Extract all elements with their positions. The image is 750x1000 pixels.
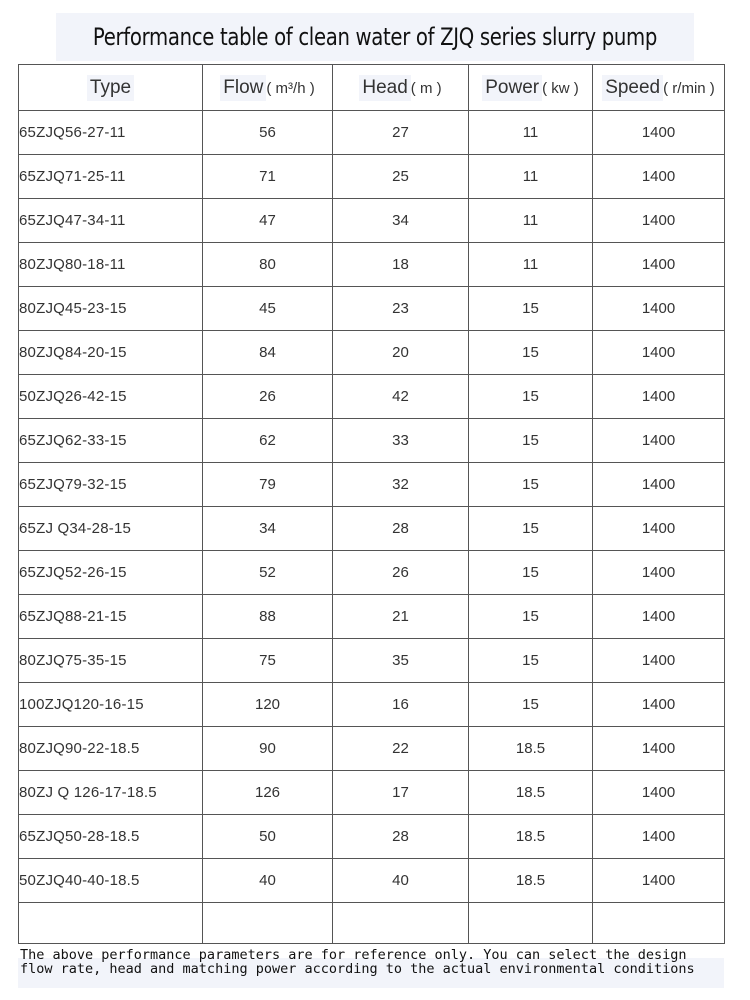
head-cell: 18: [333, 243, 469, 287]
table-row: [19, 639, 725, 683]
table-row: [19, 507, 725, 551]
empty-cell: [203, 903, 333, 944]
power-cell: 18.5: [469, 727, 593, 771]
power-cell: 15: [469, 375, 593, 419]
power-cell: 18.5: [469, 859, 593, 903]
empty-cell: [593, 903, 725, 944]
header-power: [469, 65, 593, 111]
speed-cell: 1400: [593, 595, 725, 639]
empty-cell: [469, 903, 593, 944]
type-cell: 80ZJQ75-35-15: [19, 639, 203, 683]
type-cell: 65ZJQ56-27-11: [19, 111, 203, 155]
head-cell: 32: [333, 463, 469, 507]
header-flow-label: Flow: [220, 75, 266, 101]
head-cell: 23: [333, 287, 469, 331]
flow-cell: 56: [203, 111, 333, 155]
type-cell: 65ZJQ62-33-15: [19, 419, 203, 463]
head-cell: 28: [333, 815, 469, 859]
speed-cell: 1400: [593, 551, 725, 595]
flow-cell: 126: [203, 771, 333, 815]
empty-table-row: [19, 903, 725, 944]
table-row: [19, 463, 725, 507]
flow-cell: 26: [203, 375, 333, 419]
head-cell: 27: [333, 111, 469, 155]
power-cell: 18.5: [469, 815, 593, 859]
type-cell: 80ZJQ80-18-11: [19, 243, 203, 287]
flow-cell: 75: [203, 639, 333, 683]
header-flow: [203, 65, 333, 111]
header-power-label: Power: [482, 75, 542, 101]
power-cell: 15: [469, 595, 593, 639]
table-row: [19, 859, 725, 903]
head-cell: 33: [333, 419, 469, 463]
header-speed: [593, 65, 725, 111]
power-cell: 11: [469, 155, 593, 199]
page-title: Performance table of clean water of ZJQ series slurry pump: [92, 23, 658, 51]
head-cell: 21: [333, 595, 469, 639]
head-cell: 16: [333, 683, 469, 727]
speed-cell: 1400: [593, 727, 725, 771]
footnote: The above performance parameters are for reference only. You can select the design flow rate, head and matching power according to the actual environmental conditions: [20, 947, 695, 977]
power-cell: 11: [469, 199, 593, 243]
speed-cell: 1400: [593, 243, 725, 287]
speed-cell: 1400: [593, 639, 725, 683]
power-cell: 15: [469, 463, 593, 507]
header-head-label: Head: [359, 75, 410, 101]
type-cell: 65ZJQ79-32-15: [19, 463, 203, 507]
table-row: [19, 243, 725, 287]
speed-cell: 1400: [593, 771, 725, 815]
empty-cell: [19, 903, 203, 944]
type-cell: 80ZJQ45-23-15: [19, 287, 203, 331]
flow-cell: 71: [203, 155, 333, 199]
type-cell: 80ZJQ90-22-18.5: [19, 727, 203, 771]
power-cell: 18.5: [469, 771, 593, 815]
speed-cell: 1400: [593, 331, 725, 375]
head-cell: 22: [333, 727, 469, 771]
table-row: [19, 727, 725, 771]
speed-cell: 1400: [593, 375, 725, 419]
type-cell: 100ZJQ120-16-15: [19, 683, 203, 727]
header-speed-label: Speed: [602, 75, 663, 101]
table-row: [19, 771, 725, 815]
table-row: [19, 287, 725, 331]
type-cell: 65ZJQ71-25-11: [19, 155, 203, 199]
flow-cell: 90: [203, 727, 333, 771]
type-cell: 80ZJ Q 126-17-18.5: [19, 771, 203, 815]
header-flow-unit: ( m³/h ): [266, 79, 315, 97]
flow-cell: 47: [203, 199, 333, 243]
type-cell: 50ZJQ40-40-18.5: [19, 859, 203, 903]
head-cell: 17: [333, 771, 469, 815]
table-row: [19, 595, 725, 639]
header-type-label: Type: [87, 75, 134, 101]
type-cell: 65ZJQ47-34-11: [19, 199, 203, 243]
header-head: [333, 65, 469, 111]
power-cell: 15: [469, 683, 593, 727]
flow-cell: 62: [203, 419, 333, 463]
flow-cell: 34: [203, 507, 333, 551]
power-cell: 15: [469, 419, 593, 463]
flow-cell: 84: [203, 331, 333, 375]
head-cell: 35: [333, 639, 469, 683]
power-cell: 15: [469, 331, 593, 375]
type-cell: 65ZJ Q34-28-15: [19, 507, 203, 551]
head-cell: 42: [333, 375, 469, 419]
power-cell: 15: [469, 287, 593, 331]
type-cell: 80ZJQ84-20-15: [19, 331, 203, 375]
power-cell: 11: [469, 243, 593, 287]
type-cell: 65ZJQ52-26-15: [19, 551, 203, 595]
flow-cell: 88: [203, 595, 333, 639]
flow-cell: 80: [203, 243, 333, 287]
speed-cell: 1400: [593, 507, 725, 551]
table-header-row: [19, 65, 725, 111]
speed-cell: 1400: [593, 683, 725, 727]
speed-cell: 1400: [593, 463, 725, 507]
header-head-unit: ( m ): [410, 79, 442, 97]
head-cell: 34: [333, 199, 469, 243]
table-row: [19, 551, 725, 595]
performance-table: [18, 64, 725, 944]
type-cell: 50ZJQ26-42-15: [19, 375, 203, 419]
type-cell: 65ZJQ88-21-15: [19, 595, 203, 639]
empty-cell: [333, 903, 469, 944]
speed-cell: 1400: [593, 199, 725, 243]
speed-cell: 1400: [593, 859, 725, 903]
speed-cell: 1400: [593, 815, 725, 859]
head-cell: 28: [333, 507, 469, 551]
head-cell: 20: [333, 331, 469, 375]
table-row: [19, 419, 725, 463]
table-row: [19, 111, 725, 155]
speed-cell: 1400: [593, 419, 725, 463]
head-cell: 25: [333, 155, 469, 199]
table-row: [19, 199, 725, 243]
flow-cell: 45: [203, 287, 333, 331]
speed-cell: 1400: [593, 111, 725, 155]
head-cell: 26: [333, 551, 469, 595]
table-row: [19, 155, 725, 199]
title-banner: [56, 13, 694, 61]
speed-cell: 1400: [593, 287, 725, 331]
type-cell: 65ZJQ50-28-18.5: [19, 815, 203, 859]
header-speed-unit: ( r/min ): [663, 79, 715, 97]
flow-cell: 52: [203, 551, 333, 595]
table-row: [19, 331, 725, 375]
power-cell: 15: [469, 551, 593, 595]
power-cell: 15: [469, 507, 593, 551]
head-cell: 40: [333, 859, 469, 903]
power-cell: 15: [469, 639, 593, 683]
table-row: [19, 375, 725, 419]
speed-cell: 1400: [593, 155, 725, 199]
table-row: [19, 683, 725, 727]
flow-cell: 79: [203, 463, 333, 507]
header-power-unit: ( kw ): [542, 79, 579, 97]
flow-cell: 40: [203, 859, 333, 903]
table-row: [19, 815, 725, 859]
flow-cell: 50: [203, 815, 333, 859]
header-type: [19, 65, 203, 111]
power-cell: 11: [469, 111, 593, 155]
flow-cell: 120: [203, 683, 333, 727]
